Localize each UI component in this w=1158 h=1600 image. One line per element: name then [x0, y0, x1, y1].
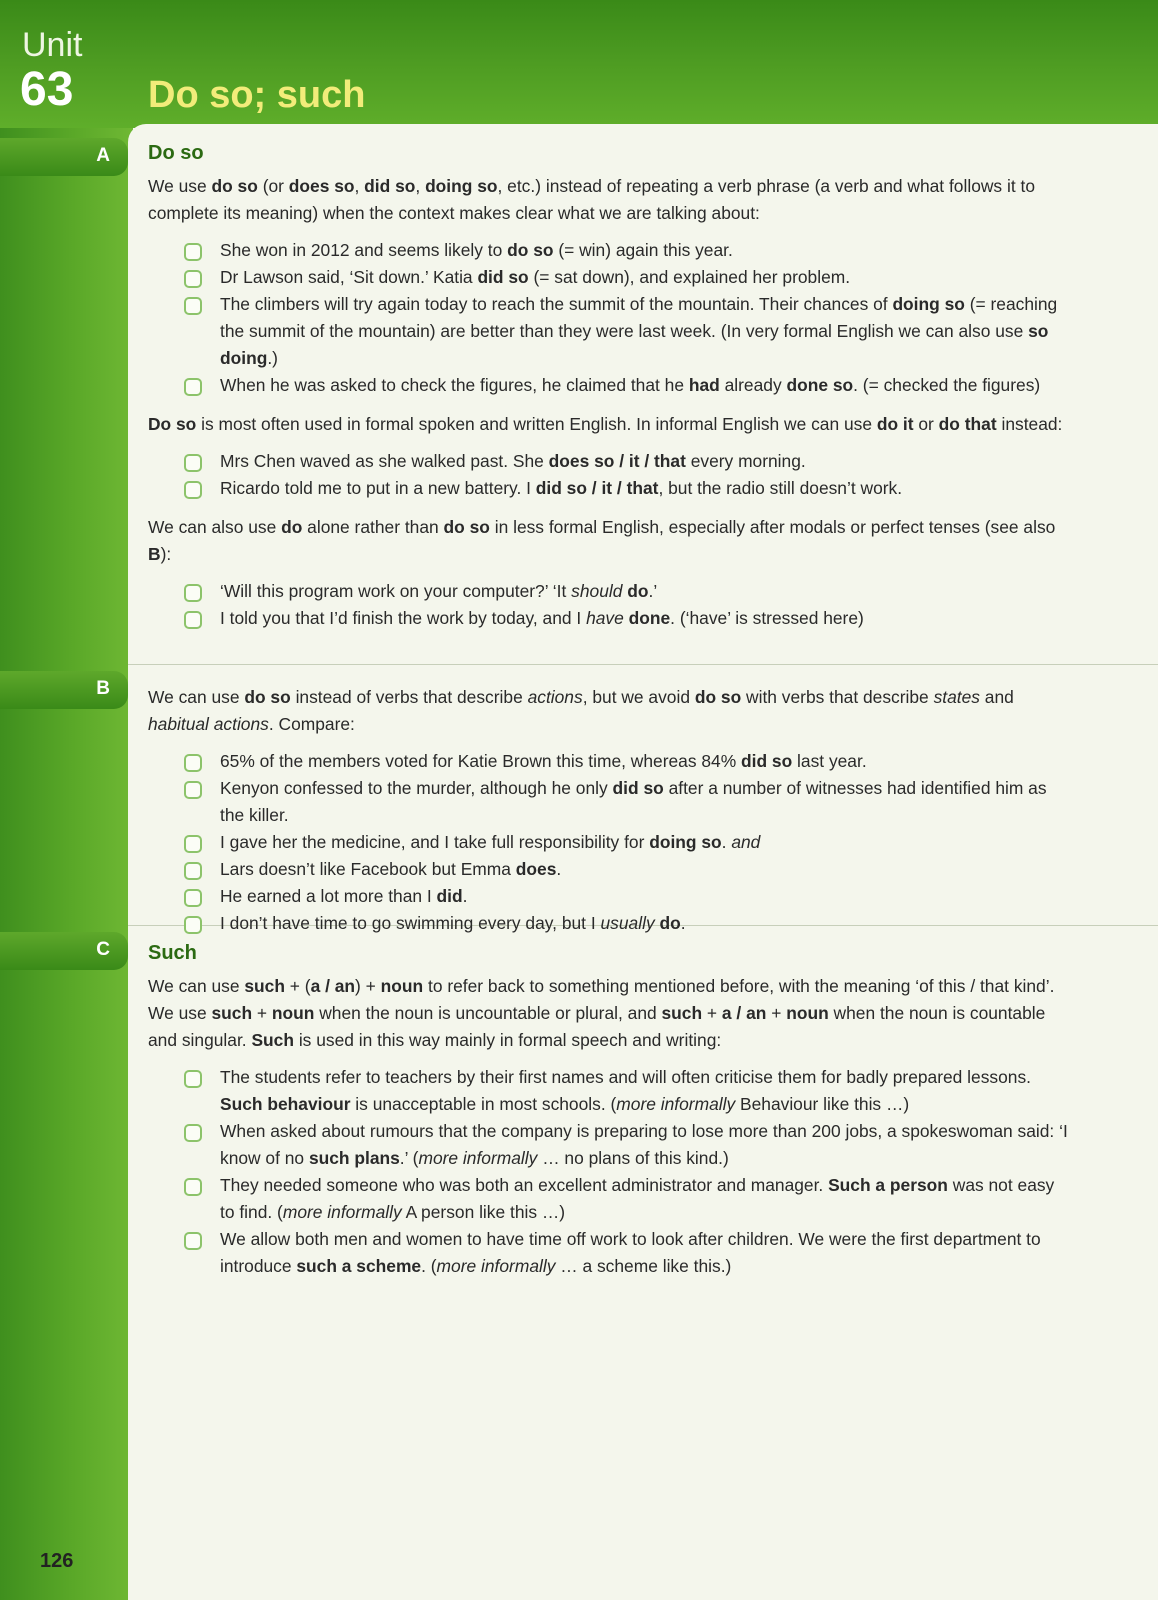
checkbox-icon	[184, 1124, 202, 1142]
example-text: ‘Will this program work on your computer?’ ‘It should do.’	[220, 581, 658, 601]
page-number: 126	[40, 1550, 74, 1572]
paragraph: We use do so (or does so, did so, doing so, etc.) instead of repeating a verb phrase (a verb and what follows it to complete its meaning) when the context makes clear what we are talking about:	[148, 176, 1035, 223]
section-body	[148, 173, 1068, 632]
example-text: They needed someone who was both an excellent administrator and manager. Such a person was not easy to find. (more informally A person like this …)	[220, 1175, 1055, 1222]
example-item	[148, 605, 1068, 632]
example-item	[148, 1064, 1068, 1118]
example-text: When he was asked to check the figures, he claimed that he had already done so. (= checked the figures)	[220, 375, 1041, 395]
section-letter-b: B	[96, 678, 110, 699]
section-tab-b	[0, 671, 128, 709]
example-text: Kenyon confessed to the murder, although he only did so after a number of witnesses had identified him as the killer.	[220, 778, 1047, 825]
paragraph: We can use do so instead of verbs that describe actions, but we avoid do so with verbs that describe states and habitual actions. Compare:	[148, 687, 1014, 734]
checkbox-icon	[184, 454, 202, 472]
paragraph: We can use such + (a / an) + noun to refer back to something mentioned before, with the meaning ‘of this / that kind’. We use such + noun when the noun is uncountable or plural, and such + a / an + noun when the noun is countable and singular. Such is used in this way mainly in formal speech and writing:	[148, 976, 1055, 1050]
unit-number: 63	[20, 63, 74, 116]
example-item	[148, 237, 1068, 264]
example-item	[148, 372, 1068, 399]
checkbox-icon	[184, 781, 202, 799]
checkbox-icon	[184, 297, 202, 315]
checkbox-icon	[184, 862, 202, 880]
example-item	[148, 748, 1068, 775]
example-item	[148, 264, 1068, 291]
example-item	[148, 291, 1068, 372]
example-item	[148, 910, 1068, 937]
example-item	[148, 829, 1068, 856]
example-item	[148, 1118, 1068, 1172]
section-a	[148, 140, 1068, 644]
checkbox-icon	[184, 889, 202, 907]
checkbox-icon	[184, 584, 202, 602]
checkbox-icon	[184, 378, 202, 396]
example-item	[148, 1226, 1068, 1280]
example-text: Mrs Chen waved as she walked past. She does so / it / that every morning.	[220, 451, 806, 471]
section-heading: Do so	[148, 142, 204, 164]
section-divider	[128, 664, 1158, 665]
section-b	[148, 684, 1068, 949]
example-text: I gave her the medicine, and I take full responsibility for doing so. and	[220, 832, 761, 852]
example-text: I don’t have time to go swimming every day, but I usually do.	[220, 913, 686, 933]
example-text: I told you that I’d finish the work by today, and I have done. (‘have’ is stressed here)	[220, 608, 864, 628]
checkbox-icon	[184, 611, 202, 629]
paragraph: Do so is most often used in formal spoken and written English. In informal English we can use do it or do that instead:	[148, 414, 1063, 434]
checkbox-icon	[184, 754, 202, 772]
example-item	[148, 1172, 1068, 1226]
section-body	[148, 973, 1068, 1280]
paragraph: We can also use do alone rather than do so in less formal English, especially after modals or perfect tenses (see also B):	[148, 517, 1056, 564]
example-item	[148, 475, 1068, 502]
example-text: 65% of the members voted for Katie Brown this time, whereas 84% did so last year.	[220, 751, 867, 771]
example-text: She won in 2012 and seems likely to do so (= win) again this year.	[220, 240, 733, 260]
left-sidebar	[0, 0, 133, 1600]
section-body	[148, 684, 1068, 937]
example-text: When asked about rumours that the company is preparing to lose more than 200 jobs, a spokeswoman said: ‘I know of no such plans.’ (more informally … no plans of this kind.)	[220, 1121, 1068, 1168]
checkbox-icon	[184, 481, 202, 499]
example-list	[148, 1064, 1068, 1280]
example-item	[148, 578, 1068, 605]
example-list	[148, 578, 1068, 632]
unit-label: Unit	[22, 26, 83, 64]
example-text: Lars doesn’t like Facebook but Emma does.	[220, 859, 562, 879]
example-list	[148, 237, 1068, 399]
example-item	[148, 775, 1068, 829]
page-title: Do so; such	[148, 74, 366, 116]
checkbox-icon	[184, 1070, 202, 1088]
example-text: The climbers will try again today to reach the summit of the mountain. Their chances of doing so (= reaching the summit of the mountain) are better than they were last week. (In very formal English we can also use so doing.)	[220, 294, 1058, 368]
checkbox-icon	[184, 243, 202, 261]
section-letter-a: A	[96, 145, 110, 166]
checkbox-icon	[184, 1232, 202, 1250]
example-list	[148, 748, 1068, 937]
section-heading: Such	[148, 942, 197, 964]
example-list	[148, 448, 1068, 502]
example-item	[148, 856, 1068, 883]
example-text: Ricardo told me to put in a new battery. I did so / it / that, but the radio still doesn’t work.	[220, 478, 903, 498]
checkbox-icon	[184, 270, 202, 288]
example-text: The students refer to teachers by their first names and will often criticise them for badly prepared lessons. Such behaviour is unacceptable in most schools. (more informally Behaviour like this …)	[220, 1067, 1031, 1114]
section-letter-c: C	[96, 939, 110, 960]
example-item	[148, 883, 1068, 910]
checkbox-icon	[184, 1178, 202, 1196]
example-text: Dr Lawson said, ‘Sit down.’ Katia did so (= sat down), and explained her problem.	[220, 267, 851, 287]
section-c	[148, 940, 1068, 1292]
checkbox-icon	[184, 916, 202, 934]
section-tab-c	[0, 932, 128, 970]
example-item	[148, 448, 1068, 475]
example-text: We allow both men and women to have time off work to look after children. We were the first department to introduce such a scheme. (more informally … a scheme like this.)	[220, 1229, 1041, 1276]
example-text: He earned a lot more than I did.	[220, 886, 468, 906]
checkbox-icon	[184, 835, 202, 853]
section-tab-a	[0, 138, 128, 176]
